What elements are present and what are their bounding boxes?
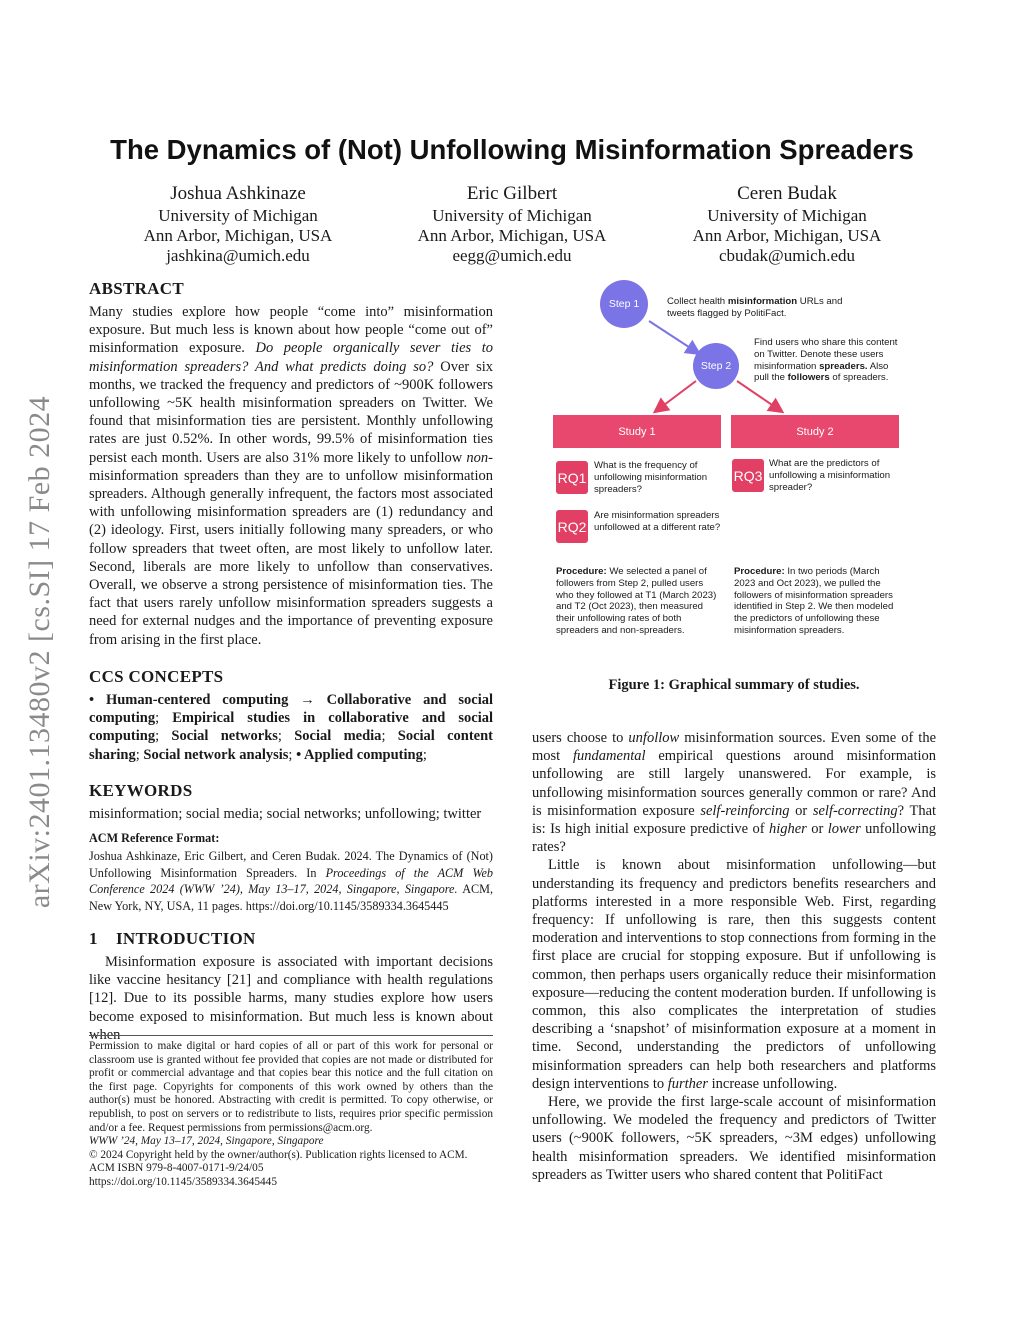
author-location: Ann Arbor, Michigan, USA [692,226,882,245]
abstract-heading: ABSTRACT [89,279,184,298]
author-location: Ann Arbor, Michigan, USA [417,226,607,245]
step1-node: Step 1 [600,280,648,328]
author-block [637,182,937,266]
intro-left-text: Misinformation exposure is associated with important decisions like vaccine hesitancy [21] and compliance with health regulations [12]. Due to its possible harms, many studies explore how users become exposed to misinformation. But much less is known about when [89,954,493,1043]
rq1-badge: RQ1 [556,461,588,494]
rq3-badge: RQ3 [732,459,764,492]
rq3-text: What are the predictors of unfollowing a misinformation spreader? [769,458,891,493]
paragraph: Little is known about misinformation unfollowing—but understanding its frequency and predictors benefits researchers and platforms interested in a more responsible Web. First, regarding frequency: If unfollowing is rare, then this suggests content moderation and interventions to stop connections from forming in the first place are crucial for stopping exposure. But if unfollowing is common, then perhaps users organically reduce their misinformation exposure—reducing the content moderation burden. If unfollowing is common, this also complicates the interpretation of studies describing a ‘snapshot’ of misinformation exposure at a moment in time. Second, understanding the predictors of unfollowing misinformation spreaders can help both researchers and platforms design interventions to further increase unfollowing. [532,857,936,1092]
author-location: Ann Arbor, Michigan, USA [143,226,333,245]
arrow-step2-study2 [737,381,781,411]
step2-desc: Find users who share this content on Twitter. Denote these users misinformation spreaders. Also pull the followers of spreaders. [754,337,898,384]
author-block [362,182,662,266]
rq2-badge: RQ2 [556,510,588,543]
keywords-text: misinformation; social media; social networks; unfollowing; twitter [89,806,482,822]
acm-ref-text: Joshua Ashkinaze, Eric Gilbert, and Ceren Budak. 2024. The Dynamics of (Not) Unfollowing Misinformation Spreaders. In Proceedings of the ACM Web Conference 2024 (WWW ’24), May 13–17, 2024, Singapore, Singapore. ACM, New York, NY, USA, 11 pages. https://doi.org/10.1145/3589334.3645445 [89,849,494,913]
procedure-study1: Procedure: We selected a panel of followers from Step 2, pulled users who they followed at T1 (March 2023) and T2 (Oct 2023), then measured their unfollowing rates of both spreaders and non-spreaders. [556,566,717,636]
permission-notice: Permission to make digital or hard copies of all or part of this work for personal or classroom use is granted without fee provided that copies are not made or distributed for profit or commercial advantage and that copies bear this notice and the full citation on the first page. Copyrights for components of this work owned by others than the author(s) must be honored. Abstracting with credit is permitted. To copy otherwise, or republish, to post on servers or to redistribute to lists, requires prior specific permission and/or a fee. Request permissions from permissions@acm.org. WWW ’24, May 13–17, 2024, Singapore, Singapore © 2024 Copyright held by the owner/author(s). Publication rights licensed to ACM. ACM ISBN 979-8-4007-0171-9/24/05 https://doi.org/10.1145/3589334.3645445 [89,1040,493,1188]
step2-node: Step 2 [693,343,739,389]
ccs-text: • Human-centered computing → Collaborative and social computing; Empirical studies in collaborative and social computing; Social networks; Social media; Social content sharing; Social network analysis; • Applied computing; [89,692,494,763]
study2-bar: Study 2 [731,415,899,448]
author-affiliation: University of Michigan [432,206,592,225]
rq1-text: What is the frequency of unfollowing misinformation spreaders? [594,460,708,495]
figure-caption: Figure 1: Graphical summary of studies. [608,677,860,693]
keywords-heading: KEYWORDS [89,781,193,800]
paragraph: Here, we provide the first large-scale account of misinformation unfollowing. We modeled the frequency and predictors of Twitter users (~900K followers, ~5K spreaders, ~3M edges) unfollowing health misinformation spreaders. We identified misinformation spreaders as Twitter users who shared content that PolitiFact [532,1094,936,1183]
author-email[interactable]: cbudak@umich.edu [718,246,856,265]
abstract-text: Many studies explore how people “come into” misinformation exposure. But much less is known about how people “come out of” misinformation exposure. Do people organically sever ties to misinformation spreaders? And what predicts doing so? Over six months, we tracked the frequency and predictors of ~900K followers unfollowing ~5K health misinformation spreaders on Twitter. We found that misinformation ties are persistent. Monthly unfollowing rates are just 0.52%. In other words, 99.5% of misinformation ties persist each month. Users are also 31% more likely to unfollow non-misinformation spreaders than they are to unfollow misinformation spreaders. Although generally infrequent, the factors most associated with unfollowing misinformation spreaders are (1) redundancy and (2) ideology. First, users initially following many spreaders, or who follow spreaders that tweet often, are most likely to unfollow later. Second, liberals are more likely to unfollow than conservatives. Overall, we observe a strong persistence of misinformation ties. The fact that users rarely unfollow misinformation spreaders suggests a need for external nudges and the importance of preventing exposure from arising in the first place. [89,304,494,648]
author-affiliation: University of Michigan [707,206,867,225]
footnote-divider [89,1035,493,1036]
rq2-text: Are misinformation spreaders unfollowed at a different rate? [594,510,721,533]
arrow-step1-step2 [649,321,698,353]
figure-1 [553,275,899,645]
step1-desc: Collect health misinformation URLs and tweets flagged by PolitiFact. [667,296,843,319]
author-email[interactable]: jashkina@umich.edu [166,246,310,265]
ccs-heading: CCS CONCEPTS [89,667,224,686]
paper-title: The Dynamics of (Not) Unfollowing Misinformation Spreaders [110,134,914,165]
author-email[interactable]: eegg@umich.edu [452,246,572,265]
doi-link[interactable]: https://doi.org/10.1145/3589334.3645445 [89,1175,277,1188]
author-name: Joshua Ashkinaze [170,183,306,204]
arrow-step2-study1 [656,381,696,411]
intro-heading: 1 INTRODUCTION [89,929,256,948]
study1-bar: Study 1 [553,415,721,448]
arxiv-stamp: arXiv:2401.13480v2 [cs.SI] 17 Feb 2024 [23,395,56,909]
intro-right-text [532,729,936,1184]
procedure-study2: Procedure: In two periods (March 2023 and Oct 2023), we pulled the followers of misinformation spreaders identified in Step 2. We then modeled the predictors of unfollowing these misinformation spreaders. [734,566,894,636]
paragraph: users choose to unfollow misinformation sources. Even some of the most fundamental empirical questions around misinformation unfollowing are still largely unanswered. For example, is unfollowing misinformation sources generally common or rare? And is misinformation exposure self-reinforcing or self-correcting? That is: Is high initial exposure predictive of higher or lower unfollowing rates? [532,730,937,856]
author-affiliation: University of Michigan [158,206,318,225]
author-name: Ceren Budak [737,183,837,204]
author-block [88,182,388,266]
author-name: Eric Gilbert [466,183,558,204]
acm-ref-heading: ACM Reference Format: [89,831,220,845]
